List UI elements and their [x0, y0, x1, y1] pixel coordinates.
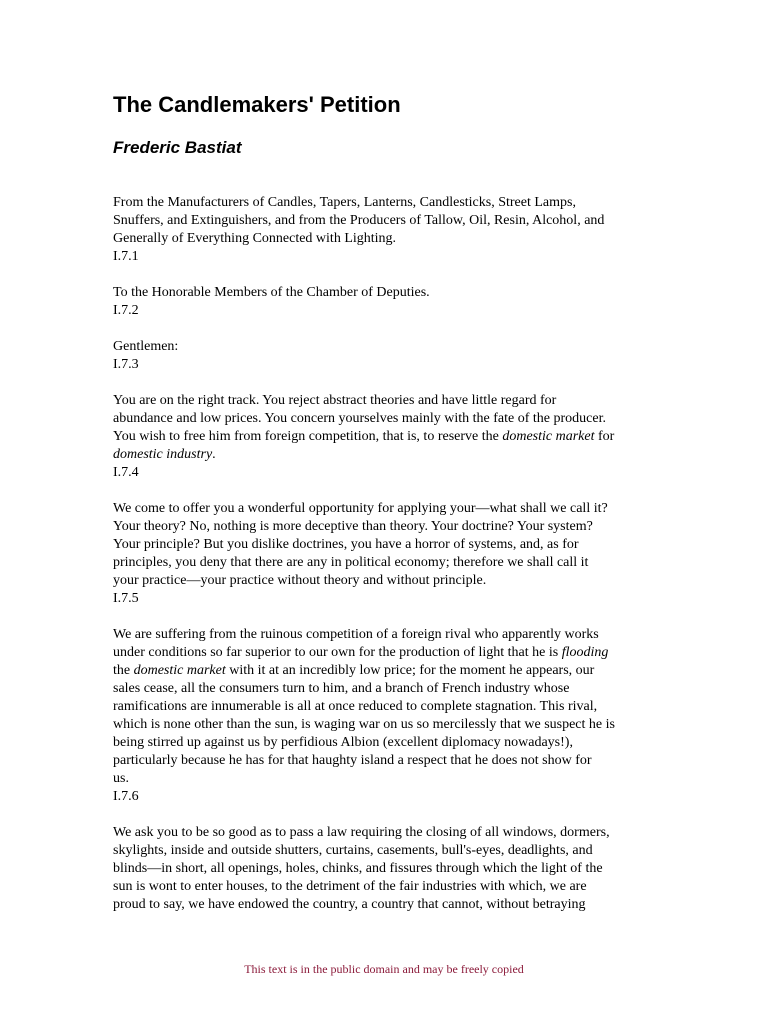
text-line: blinds—in short, all openings, holes, chinks, and fissures through which the light of the	[113, 861, 603, 876]
text-line	[113, 644, 658, 662]
text-line: We are suffering from the ruinous competition of a foreign rival who apparently works	[113, 627, 599, 642]
text-line: which is none other than the sun, is waging war on us so mercilessly that we suspect he is	[113, 717, 615, 732]
text-run: the	[113, 663, 134, 678]
paragraph-3	[113, 338, 658, 356]
text-run: You wish to free him from foreign competition, that is, to reserve the	[113, 429, 503, 444]
paragraph-ref: I.7.2	[113, 303, 139, 318]
document-body	[113, 194, 658, 914]
text-line: sun is wont to enter houses, to the detriment of the fair industries with which, we are	[113, 879, 587, 894]
text-line: Gentlemen:	[113, 339, 179, 354]
text-line: Snuffers, and Extinguishers, and from the Producers of Tallow, Oil, Resin, Alcohol, and	[113, 213, 605, 228]
text-line	[113, 428, 658, 446]
text-line: We ask you to be so good as to pass a law requiring the closing of all windows, dormers,	[113, 825, 610, 840]
paragraph-1	[113, 194, 658, 248]
emphasis-domestic-market: domestic market	[133, 663, 226, 678]
text-line: being stirred up against us by perfidious Albion (excellent diplomacy nowadays!),	[113, 735, 573, 750]
emphasis-flooding: flooding	[561, 645, 609, 660]
text-line: us.	[113, 771, 129, 786]
text-line: To the Honorable Members of the Chamber of Deputies.	[113, 285, 430, 300]
text-run: with it at an incredibly low price; for the moment he appears, our	[225, 663, 595, 678]
text-line: principles, you deny that there are any in political economy; therefore we shall call it	[113, 555, 589, 570]
text-line: your practice—your practice without theory and without principle.	[113, 573, 487, 588]
text-run: under conditions so far superior to our own for the production of light that he is	[113, 645, 562, 660]
emphasis-domestic-market: domestic market	[502, 429, 595, 444]
text-line: We come to offer you a wonderful opportunity for applying your—what shall we call it?	[113, 501, 608, 516]
text-line: abundance and low prices. You concern yourselves mainly with the fate of the producer.	[113, 411, 606, 426]
paragraph-4	[113, 392, 658, 464]
text-line: skylights, inside and outside shutters, curtains, casements, bull's-eyes, deadlights, and	[113, 843, 593, 858]
text-line: sales cease, all the consumers turn to him, and a branch of French industry whose	[113, 681, 570, 696]
document-author: Frederic Bastiat	[113, 138, 242, 157]
text-line: Your principle? But you dislike doctrines, you have a horror of systems, and, as for	[113, 537, 579, 552]
text-line: From the Manufacturers of Candles, Tapers, Lanterns, Candlesticks, Street Lamps,	[113, 195, 576, 210]
text-line: particularly because he has for that haughty island a respect that he does not show for	[113, 753, 592, 768]
text-line: You are on the right track. You reject abstract theories and have little regard for	[113, 393, 557, 408]
text-run: .	[212, 447, 216, 462]
text-run: for	[594, 429, 615, 444]
paragraph-ref: I.7.5	[113, 591, 139, 606]
paragraph-7	[113, 824, 658, 914]
text-line	[113, 662, 658, 680]
text-line: Generally of Everything Connected with Lighting.	[113, 231, 397, 246]
paragraph-6	[113, 626, 658, 788]
paragraph-ref: I.7.1	[113, 249, 139, 264]
paragraph-5	[113, 500, 658, 590]
text-line	[113, 446, 658, 464]
paragraph-2	[113, 284, 658, 302]
paragraph-ref: I.7.4	[113, 465, 139, 480]
text-line: Your theory? No, nothing is more deceptive than theory. Your doctrine? Your system?	[113, 519, 593, 534]
text-line: proud to say, we have endowed the country, a country that cannot, without betraying	[113, 897, 586, 912]
public-domain-notice: This text is in the public domain and may be freely copied	[244, 962, 524, 976]
text-line: ramifications are innumerable is all at once reduced to complete stagnation. This rival,	[113, 699, 598, 714]
paragraph-ref: I.7.6	[113, 789, 139, 804]
emphasis-domestic-industry: domestic industry	[113, 447, 213, 462]
document-title: The Candlemakers' Petition	[113, 92, 401, 117]
paragraph-ref: I.7.3	[113, 357, 139, 372]
